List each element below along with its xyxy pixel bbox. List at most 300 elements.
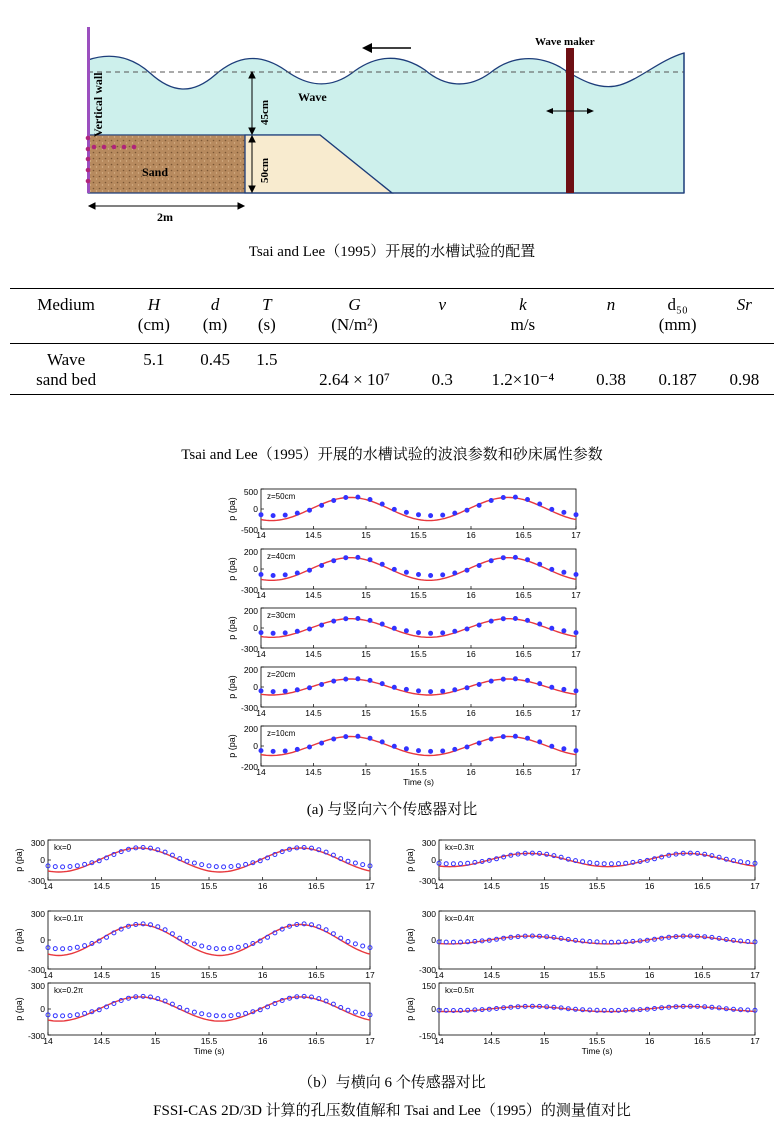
x-tick-label: 14.5 xyxy=(483,1036,500,1046)
measured-point xyxy=(501,677,505,681)
measured-point xyxy=(562,510,566,514)
measured-point xyxy=(344,556,348,560)
measured-point xyxy=(441,573,445,577)
chart-a5 xyxy=(227,724,581,787)
x-tick-label: 14.5 xyxy=(483,881,500,891)
measured-point xyxy=(392,567,396,571)
table-row-sand-bed: sand bed 2.64 × 10⁷ 0.3 1.2×10⁻⁴ 0.38 0.187 0.98 xyxy=(10,370,774,395)
measured-point xyxy=(356,734,360,738)
measured-point xyxy=(453,688,457,692)
measured-point xyxy=(477,564,481,568)
measured-point xyxy=(513,677,517,681)
x-tick-label: 15.5 xyxy=(200,881,218,891)
measured-point xyxy=(308,686,312,690)
wave-maker xyxy=(566,48,574,193)
measured-point xyxy=(271,514,275,518)
measured-point xyxy=(332,737,336,741)
chart-b3 xyxy=(14,981,375,1056)
x-tick-label: 15 xyxy=(539,970,550,980)
measured-point xyxy=(380,562,384,566)
x-tick-label: 16 xyxy=(644,1036,655,1046)
measured-point xyxy=(259,513,263,517)
measured-point xyxy=(441,513,445,517)
y-tick-label: 0 xyxy=(253,564,258,574)
measured-point xyxy=(320,564,324,568)
x-tick-label: 16 xyxy=(257,1036,268,1046)
measured-point xyxy=(380,502,384,506)
chart-b2 xyxy=(14,909,375,980)
measured-point xyxy=(295,688,299,692)
measured-point xyxy=(308,745,312,749)
panel-title: kx=0.1π xyxy=(54,914,84,923)
measured-point xyxy=(441,749,445,753)
measured-point xyxy=(550,567,554,571)
measured-point xyxy=(356,677,360,681)
measured-point xyxy=(538,562,542,566)
measured-point xyxy=(283,689,287,693)
chart-b1 xyxy=(14,838,375,891)
wave-maker-label: Wave maker xyxy=(535,36,595,48)
y-axis-label: p (pa) xyxy=(14,997,24,1021)
measured-point xyxy=(308,568,312,572)
measured-point xyxy=(477,741,481,745)
depth-45-label: 45cm xyxy=(259,99,271,125)
x-tick-label: 14 xyxy=(43,1036,53,1046)
measured-point xyxy=(259,631,263,635)
x-tick-label: 15 xyxy=(361,530,371,540)
table-header-symbols xyxy=(10,289,774,316)
measured-point xyxy=(489,737,493,741)
col-nu: ν xyxy=(420,289,464,316)
panel-title: z=40cm xyxy=(267,552,296,561)
y-tick-label: 0 xyxy=(253,504,258,514)
x-tick-label: 14.5 xyxy=(93,881,110,891)
measured-point xyxy=(562,687,566,691)
chart-a4 xyxy=(227,665,581,718)
x-axis-label: Time (s) xyxy=(403,777,434,787)
y-axis-label: p (pa) xyxy=(405,848,415,872)
y-tick-label: 300 xyxy=(421,838,436,848)
x-tick-label: 14 xyxy=(256,767,266,777)
table-row-wave: Wave 5.1 0.45 1.5 xyxy=(46,350,278,369)
x-tick-label: 14.5 xyxy=(305,767,322,777)
x-tick-label: 14.5 xyxy=(93,1036,110,1046)
panel-title: z=20cm xyxy=(267,670,296,679)
col-k: k xyxy=(464,289,581,316)
pore-pressure-charts xyxy=(0,480,784,1080)
measured-point xyxy=(356,555,360,559)
measured-point xyxy=(404,510,408,514)
x-tick-label: 16 xyxy=(644,881,655,891)
x-tick-label: 15.5 xyxy=(410,530,427,540)
measured-point xyxy=(501,496,505,500)
x-tick-label: 14 xyxy=(256,530,266,540)
measured-point xyxy=(332,679,336,683)
x-tick-label: 15 xyxy=(361,649,371,659)
x-tick-label: 16 xyxy=(257,970,268,980)
y-tick-label: 0 xyxy=(253,741,258,751)
measured-point xyxy=(526,558,530,562)
measured-point xyxy=(283,573,287,577)
measured-point xyxy=(562,747,566,751)
length-arrow-2m xyxy=(89,203,244,209)
y-tick-label: 500 xyxy=(243,487,258,497)
y-tick-label: 0 xyxy=(431,935,436,945)
measured-point xyxy=(574,573,578,577)
x-tick-label: 17 xyxy=(365,1036,375,1046)
vertical-wall-label: Vertical wall xyxy=(91,72,105,137)
y-axis-label: p (pa) xyxy=(227,616,237,640)
measured-point xyxy=(465,508,469,512)
x-axis-label: Time (s) xyxy=(193,1046,225,1056)
y-tick-label: 150 xyxy=(421,981,436,991)
measured-point xyxy=(417,573,421,577)
y-tick-label: 0 xyxy=(253,623,258,633)
measured-point xyxy=(526,498,530,502)
measured-point xyxy=(271,690,275,694)
measured-point xyxy=(538,740,542,744)
measured-point xyxy=(356,617,360,621)
measured-point xyxy=(332,499,336,503)
measured-point xyxy=(417,749,421,753)
x-tick-label: 14.5 xyxy=(483,970,500,980)
measured-point xyxy=(308,508,312,512)
x-tick-label: 15 xyxy=(539,881,550,891)
panel-title: z=50cm xyxy=(267,492,296,501)
x-tick-label: 17 xyxy=(571,530,581,540)
y-tick-label: -300 xyxy=(240,644,258,654)
parameter-table xyxy=(10,288,774,395)
x-tick-label: 17 xyxy=(571,708,581,718)
chart-a2 xyxy=(227,547,581,600)
measured-point xyxy=(320,683,324,687)
x-tick-label: 16 xyxy=(466,530,476,540)
x-tick-label: 15 xyxy=(150,970,161,980)
x-tick-label: 15 xyxy=(361,767,371,777)
y-tick-label: 200 xyxy=(243,665,258,675)
x-tick-label: 16 xyxy=(466,590,476,600)
chart-a1 xyxy=(227,487,581,540)
y-tick-label: 300 xyxy=(421,909,436,919)
x-tick-label: 15.5 xyxy=(200,1036,218,1046)
measured-point xyxy=(526,736,530,740)
x-tick-label: 14.5 xyxy=(93,970,110,980)
measured-point xyxy=(320,503,324,507)
x-axis-label: Time (s) xyxy=(581,1046,613,1056)
x-tick-label: 16 xyxy=(257,881,268,891)
y-axis-label: p (pa) xyxy=(14,928,24,952)
y-tick-label: -300 xyxy=(240,585,258,595)
sand-label: Sand xyxy=(142,165,169,179)
measured-point xyxy=(295,747,299,751)
x-tick-label: 17 xyxy=(750,1036,760,1046)
measured-point xyxy=(477,683,481,687)
x-tick-label: 14.5 xyxy=(305,708,322,718)
measured-point xyxy=(526,618,530,622)
figure1-caption: Tsai and Lee（1995）开展的水槽试验的配置 xyxy=(248,244,536,260)
measured-point xyxy=(538,502,542,506)
measured-point xyxy=(392,507,396,511)
measured-point xyxy=(259,573,263,577)
x-tick-label: 14 xyxy=(434,1036,444,1046)
y-tick-label: -300 xyxy=(418,965,436,975)
measured-point xyxy=(295,511,299,515)
x-tick-label: 17 xyxy=(571,767,581,777)
y-axis-label: p (pa) xyxy=(227,497,237,521)
measured-point xyxy=(465,745,469,749)
measured-point xyxy=(489,619,493,623)
x-tick-label: 15.5 xyxy=(200,970,218,980)
measured-point xyxy=(526,678,530,682)
measured-point xyxy=(550,744,554,748)
measured-point xyxy=(344,677,348,681)
x-tick-label: 14 xyxy=(43,881,53,891)
y-tick-label: 0 xyxy=(431,1004,436,1014)
col-d50: d₅₀ xyxy=(641,289,715,316)
x-tick-label: 15 xyxy=(539,1036,550,1046)
measured-point xyxy=(308,627,312,631)
panel-title: z=10cm xyxy=(267,729,296,738)
measured-point xyxy=(283,749,287,753)
measured-point xyxy=(429,514,433,518)
measured-point xyxy=(574,689,578,693)
plot-frame xyxy=(48,983,370,1035)
caption-b: （b）与横向 6 个传感器对比 xyxy=(298,1075,486,1091)
measured-point xyxy=(441,689,445,693)
x-tick-label: 17 xyxy=(365,970,375,980)
x-tick-label: 16 xyxy=(466,649,476,659)
measured-point xyxy=(404,687,408,691)
x-tick-label: 16.5 xyxy=(515,649,532,659)
panel-title: kx=0.4π xyxy=(445,914,475,923)
x-tick-label: 16.5 xyxy=(694,970,711,980)
measured-point xyxy=(429,631,433,635)
measured-point xyxy=(489,499,493,503)
x-tick-label: 15.5 xyxy=(588,970,606,980)
measured-point xyxy=(501,617,505,621)
measured-point xyxy=(295,571,299,575)
x-tick-label: 15 xyxy=(150,1036,161,1046)
measured-point xyxy=(538,622,542,626)
measured-point xyxy=(404,629,408,633)
panel-title: kx=0.3π xyxy=(445,843,475,852)
y-axis-label: p (pa) xyxy=(227,675,237,699)
measured-point xyxy=(404,570,408,574)
measured-point xyxy=(404,747,408,751)
measured-point xyxy=(574,631,578,635)
measured-point xyxy=(465,686,469,690)
measured-point xyxy=(574,749,578,753)
measured-point xyxy=(344,617,348,621)
col-n: n xyxy=(581,289,640,316)
y-tick-label: -300 xyxy=(27,1031,45,1041)
measured-point xyxy=(320,741,324,745)
measured-point xyxy=(574,513,578,517)
measured-point xyxy=(453,571,457,575)
flume-diagram xyxy=(80,25,700,225)
measured-point xyxy=(562,570,566,574)
x-tick-label: 14 xyxy=(434,970,444,980)
measured-point xyxy=(489,679,493,683)
x-tick-label: 15.5 xyxy=(588,881,606,891)
chart-a3 xyxy=(227,606,581,659)
measured-point xyxy=(429,749,433,753)
col-medium: Medium xyxy=(10,289,122,316)
x-tick-label: 17 xyxy=(365,881,375,891)
y-tick-label: -300 xyxy=(240,703,258,713)
measured-point xyxy=(465,627,469,631)
x-tick-label: 15.5 xyxy=(588,1036,606,1046)
y-tick-label: -300 xyxy=(27,876,45,886)
x-tick-label: 17 xyxy=(750,881,760,891)
measured-point xyxy=(368,558,372,562)
x-tick-label: 15 xyxy=(361,708,371,718)
measured-point xyxy=(259,689,263,693)
y-axis-label: p (pa) xyxy=(405,997,415,1021)
measured-point xyxy=(368,678,372,682)
measured-point xyxy=(513,617,517,621)
measured-point xyxy=(453,747,457,751)
x-tick-label: 14 xyxy=(43,970,53,980)
measured-point xyxy=(550,507,554,511)
measured-point xyxy=(295,629,299,633)
x-tick-label: 15.5 xyxy=(410,708,427,718)
y-tick-label: -300 xyxy=(418,876,436,886)
measured-point xyxy=(344,735,348,739)
x-tick-label: 14 xyxy=(256,590,266,600)
y-tick-label: 200 xyxy=(243,606,258,616)
measured-point xyxy=(368,736,372,740)
measured-point xyxy=(501,556,505,560)
measured-point xyxy=(477,623,481,627)
measured-point xyxy=(283,631,287,635)
y-tick-label: 200 xyxy=(243,547,258,557)
wave-direction-arrow xyxy=(362,43,411,53)
x-tick-label: 15 xyxy=(361,590,371,600)
measured-point xyxy=(380,682,384,686)
caption-a: (a) 与竖向六个传感器对比 xyxy=(306,802,478,818)
y-tick-label: 0 xyxy=(40,1004,45,1014)
measured-point xyxy=(550,685,554,689)
measured-point xyxy=(562,629,566,633)
panel-title: kx=0.5π xyxy=(445,986,475,995)
measured-point xyxy=(501,735,505,739)
x-tick-label: 14 xyxy=(434,881,444,891)
y-tick-label: 300 xyxy=(30,838,45,848)
x-tick-label: 14.5 xyxy=(305,530,322,540)
measured-point xyxy=(271,574,275,578)
x-tick-label: 16.5 xyxy=(308,1036,325,1046)
y-tick-label: -300 xyxy=(27,965,45,975)
measured-point xyxy=(344,496,348,500)
x-tick-label: 15 xyxy=(150,881,161,891)
measured-point xyxy=(465,568,469,572)
y-tick-label: 0 xyxy=(40,855,45,865)
y-tick-label: 200 xyxy=(243,724,258,734)
measured-point xyxy=(513,555,517,559)
measured-point xyxy=(417,631,421,635)
measured-point xyxy=(453,629,457,633)
measured-point xyxy=(550,626,554,630)
y-tick-label: 300 xyxy=(30,909,45,919)
measured-point xyxy=(332,619,336,623)
measured-point xyxy=(417,513,421,517)
measured-point xyxy=(356,495,360,499)
measured-point xyxy=(513,734,517,738)
x-tick-label: 16.5 xyxy=(694,1036,711,1046)
panel-title: z=30cm xyxy=(267,611,296,620)
y-tick-label: -200 xyxy=(240,762,258,772)
table-header-units: (cm) (m) (s) (N/m²) m/s (mm) xyxy=(10,315,774,344)
x-tick-label: 16.5 xyxy=(308,970,325,980)
y-axis-label: p (pa) xyxy=(14,848,24,872)
x-tick-label: 15.5 xyxy=(410,590,427,600)
length-2m-label: 2m xyxy=(157,210,173,224)
measured-point xyxy=(380,740,384,744)
x-tick-label: 14 xyxy=(256,649,266,659)
measured-point xyxy=(271,749,275,753)
x-tick-label: 17 xyxy=(571,649,581,659)
chart-b4 xyxy=(405,838,760,891)
x-tick-label: 14.5 xyxy=(305,590,322,600)
measured-point xyxy=(453,511,457,515)
x-tick-label: 16.5 xyxy=(694,881,711,891)
x-tick-label: 16 xyxy=(466,767,476,777)
measured-point xyxy=(513,495,517,499)
measured-point xyxy=(392,744,396,748)
measured-point xyxy=(271,631,275,635)
measured-point xyxy=(429,690,433,694)
x-tick-label: 16 xyxy=(644,970,655,980)
measured-point xyxy=(368,618,372,622)
measured-point xyxy=(429,574,433,578)
col-d: d xyxy=(185,289,244,316)
plot-frame xyxy=(48,911,370,969)
y-tick-label: 300 xyxy=(30,981,45,991)
x-tick-label: 17 xyxy=(750,970,760,980)
y-tick-label: 0 xyxy=(40,935,45,945)
y-tick-label: -150 xyxy=(418,1031,436,1041)
measured-point xyxy=(283,513,287,517)
col-G: G xyxy=(289,289,420,316)
x-tick-label: 17 xyxy=(571,590,581,600)
caption-main: FSSI-CAS 2D/3D 计算的孔压数值解和 Tsai and Lee（1995）的测量值对比 xyxy=(153,1103,631,1119)
x-tick-label: 15.5 xyxy=(410,767,427,777)
x-tick-label: 14 xyxy=(256,708,266,718)
table-caption: Tsai and Lee（1995）开展的水槽试验的波浪参数和砂床属性参数 xyxy=(181,447,603,463)
plot-frame xyxy=(48,840,370,880)
col-T: T xyxy=(245,289,289,316)
y-axis-label: p (pa) xyxy=(227,734,237,758)
x-tick-label: 16.5 xyxy=(308,881,325,891)
measured-point xyxy=(368,498,372,502)
measured-point xyxy=(392,685,396,689)
wave-label: Wave xyxy=(298,90,327,104)
measured-point xyxy=(320,623,324,627)
panel-title: kx=0.2π xyxy=(54,986,84,995)
measured-point xyxy=(489,559,493,563)
y-tick-label: -500 xyxy=(240,525,258,535)
y-tick-label: 0 xyxy=(431,855,436,865)
y-tick-label: 0 xyxy=(253,682,258,692)
x-tick-label: 16 xyxy=(466,708,476,718)
col-H: H xyxy=(122,289,185,316)
y-axis-label: p (pa) xyxy=(405,928,415,952)
measured-point xyxy=(538,682,542,686)
measured-point xyxy=(441,631,445,635)
panel-title: kx=0 xyxy=(54,843,72,852)
x-tick-label: 16.5 xyxy=(515,530,532,540)
